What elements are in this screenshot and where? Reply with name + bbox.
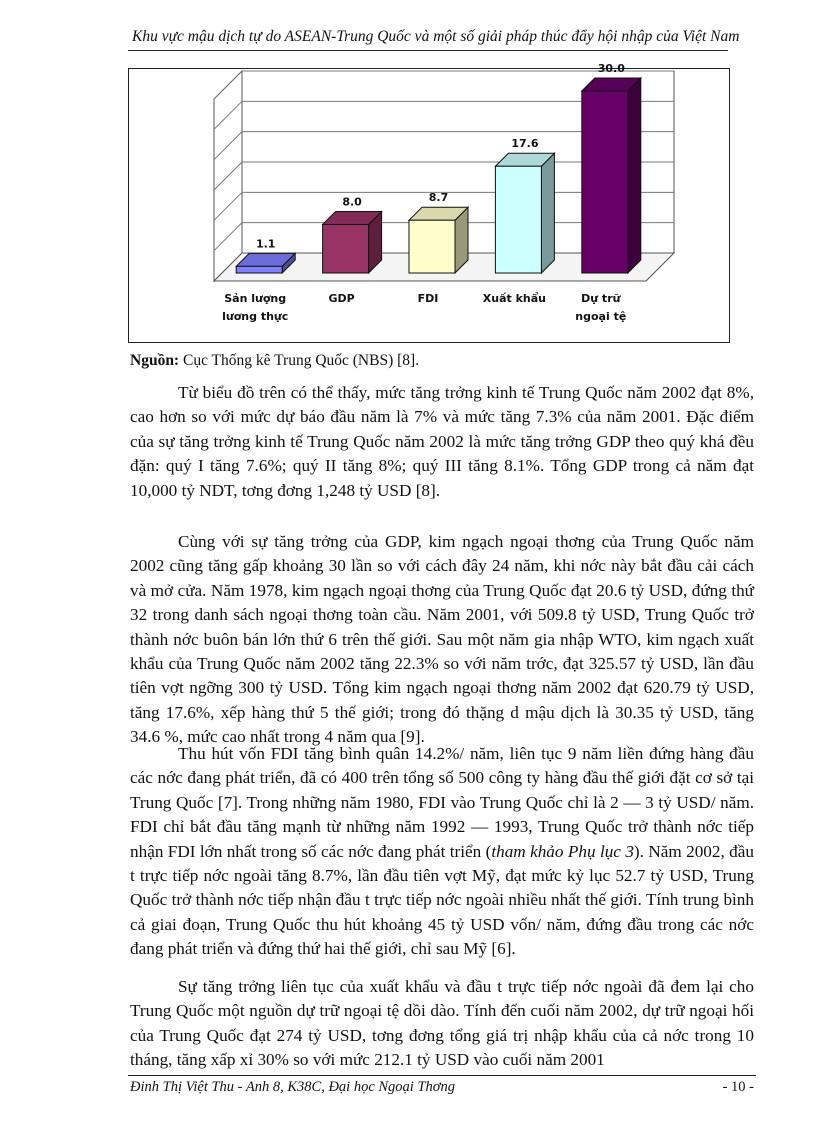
- paragraph-2: [130, 530, 754, 750]
- bar-chart: [128, 62, 730, 343]
- category-label: GDP: [328, 292, 355, 305]
- bar-side: [541, 153, 554, 273]
- page-footer: [128, 1075, 756, 1100]
- source-note: [130, 352, 419, 370]
- paragraph-4: [130, 975, 754, 1073]
- paragraph-4-text: Sự tăng trởng liên tục của xuất khẩu và đầu t trực tiếp nớc ngoài đã đem lại cho Trung Quốc một nguồn dự trữ ngoại tệ dồi dào. Tính đến cuối năm 2002, dự trữ ngoại hối của Trung Quốc đạt 274 tỷ USD, tơng đơng tổng giá trị nhập khẩu của cả nớc trong 10 tháng, tăng xấp xỉ 30% so với mức 212.1 tỷ USD vào cuối năm 2001: [130, 977, 754, 1070]
- header-title: Khu vực mậu dịch tự do ASEAN-Trung Quốc và một số giải pháp thúc đẩy hội nhập của Việt Nam: [132, 28, 740, 45]
- source-text: Cục Thống kê Trung Quốc (NBS) [8].: [179, 352, 420, 369]
- data-label: 8.7: [428, 191, 449, 205]
- paragraph-3: [130, 742, 754, 962]
- bar: [236, 266, 282, 273]
- chart-svg: [129, 62, 729, 342]
- paragraph-3-text-b: ). Năm 2002, đầu t trực tiếp nớc ngoài tăng 8.7%, lần đầu tiên vợt Mỹ, đạt mức kỷ lục 52.7 tỷ USD, Trung Quốc trở thành nớc tiếp nhận đầu t trực tiếp nớc ngoài nhiều nhất thế giới. Tính trung bình cả giai đoạn, Trung Quốc thu hút khoảng 45 tỷ USD vốn/ năm, đứng đầu trong các nớc đang phát triển và đứng thứ hai thế giới, chỉ sau Mỹ [6].: [130, 841, 754, 959]
- paragraph-3-text-a: Thu hút vốn FDI tăng bình quân 14.2%/ năm, liên tục 9 năm liền đứng hàng đầu các nớc đang phát triển, đã có 400 trên tổng số 500 công ty hàng đầu thế giới đặt cơ sở tại Trung Quốc [7]. Trong những năm 1980, FDI vào Trung Quốc chỉ là 2 — 3 tỷ USD/ năm. FDI chỉ bắt đầu tăng mạnh từ những năm 1992 — 1993, Trung Quốc trở thành nớc tiếp nhận FDI lớn nhất trong số các nớc đang phát triển (: [130, 744, 754, 861]
- paragraph-2-text: Cùng với sự tăng trởng của GDP, kim ngạch ngoại thơng của Trung Quốc năm 2002 cũng tăng gấp khoảng 30 lần so với cách đây 24 năm, khi nớc này bắt đầu cải cách và mở cửa. Năm 1978, kim ngạch ngoại thơng của Trung Quốc đạt 20.6 tỷ USD, đứng thứ 32 trong danh sách ngoại thơng toàn cầu. Năm 2001, với 509.8 tỷ USD, Trung Quốc trở thành nớc buôn bán lớn thứ 6 trên thế giới. Sau một năm gia nhập WTO, kim ngạch xuất khẩu của Trung Quốc năm 2002 tăng 22.3% so với năm trớc, đạt 325.57 tỷ USD, lần đầu tiên vợt ngỡng 300 tỷ USD. Tổng kim ngạch ngoại thơng năm 2002 đạt 620.79 tỷ USD, tăng 17.6%, xếp hàng thứ 5 thế giới; trong đó thặng d mậu dịch là 30.35 tỷ USD, tăng 34.6 %, mức cao nhất trong 4 năm qua [9].: [130, 532, 754, 747]
- bar: [409, 220, 455, 273]
- page-number: - 10 -: [722, 1079, 754, 1095]
- data-label: 8.0: [342, 195, 362, 209]
- paragraph-1-text: Từ biểu đồ trên có thể thấy, mức tăng trởng kinh tế Trung Quốc năm 2002 đạt 8%, cao hơn so với mức dự báo đầu năm là 7% và mức tăng 7.3% của năm 2001. Đặc điểm của sự tăng trởng kinh tế Trung Quốc năm 2002 là mức tăng trởng GDP theo quý khá đều đặn: quý I tăng 7.6%; quý II tăng 8%; quý III tăng 8.1%. Tổng GDP trong cả năm đạt 10,000 tỷ NDT, tơng đơng 1,248 tỷ USD [8].: [130, 383, 754, 500]
- category-label: Sản lượng: [224, 292, 287, 305]
- data-label: 1.1: [255, 237, 276, 251]
- page-header: [128, 24, 740, 51]
- category-label: lương thực: [222, 310, 289, 323]
- category-label: Xuất khẩu: [482, 292, 547, 305]
- bar-side: [628, 78, 641, 273]
- bar: [495, 166, 541, 273]
- bar: [323, 224, 369, 273]
- data-label: 17.6: [511, 137, 539, 151]
- source-label: Nguồn:: [130, 352, 180, 369]
- appendix-reference: tham khảo Phụ lục 3: [491, 841, 634, 861]
- category-label: FDI: [417, 292, 439, 305]
- category-label: Dự trữ: [581, 292, 621, 305]
- data-label: 30.0: [597, 62, 625, 75]
- bar: [582, 91, 628, 273]
- paragraph-1: [130, 381, 754, 503]
- category-label: ngoại tệ: [575, 310, 627, 323]
- footer-author: Đinh Thị Việt Thu - Anh 8, K38C, Đại học Ngoại Thơng: [130, 1079, 456, 1095]
